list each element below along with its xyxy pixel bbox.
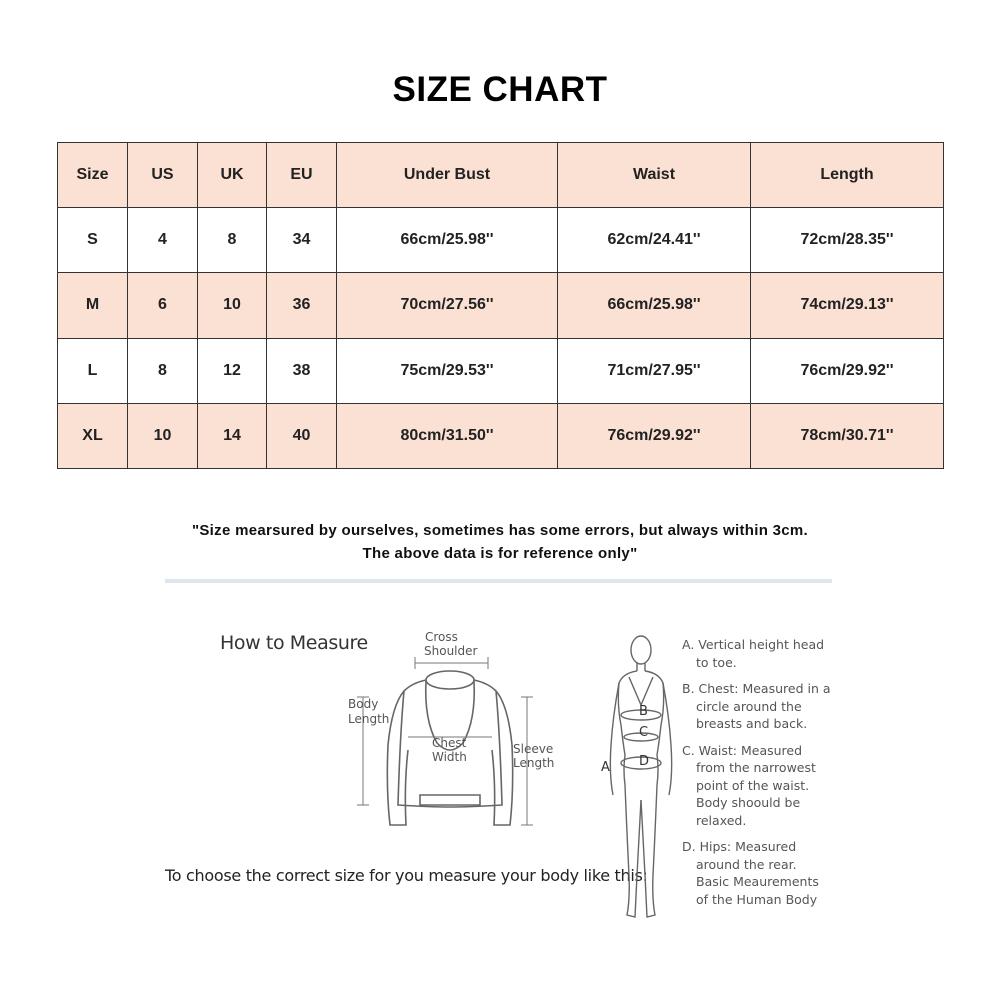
table-cell: 10 bbox=[128, 403, 198, 468]
table-cell: L bbox=[58, 338, 128, 403]
marker-a: A bbox=[601, 760, 610, 775]
legend-line: to toe. bbox=[696, 654, 737, 670]
marker-d: D bbox=[639, 754, 650, 769]
measurement-legend bbox=[682, 636, 842, 917]
marker-b: B bbox=[639, 704, 648, 719]
table-cell: 71cm/27.95'' bbox=[558, 338, 751, 403]
table-cell: 4 bbox=[128, 208, 198, 273]
legend-line: Body shoould be bbox=[696, 795, 801, 810]
size-table bbox=[57, 142, 944, 469]
choose-size-instruction: To choose the correct size for you measure your body like this: bbox=[165, 866, 648, 885]
how-to-measure-title: How to Measure bbox=[220, 632, 368, 654]
table-cell: 12 bbox=[198, 338, 267, 403]
measurement-disclaimer bbox=[0, 519, 1000, 565]
sweater-outline-icon bbox=[340, 625, 560, 835]
table-cell: XL bbox=[58, 403, 128, 468]
table-cell: 8 bbox=[198, 208, 267, 273]
header-cell-us: US bbox=[128, 143, 198, 208]
body-length-label-2: Length bbox=[348, 712, 390, 726]
table-row bbox=[58, 403, 944, 468]
header-cell-eu: EU bbox=[267, 143, 337, 208]
table-cell: 36 bbox=[267, 273, 337, 338]
table-cell: 62cm/24.41'' bbox=[558, 208, 751, 273]
table-cell: M bbox=[58, 273, 128, 338]
header-cell-size: Size bbox=[58, 143, 128, 208]
table-row bbox=[58, 273, 944, 338]
table-cell: 72cm/28.35'' bbox=[751, 208, 944, 273]
legend-line: point of the waist. bbox=[696, 777, 810, 793]
body-length-label-1: Body bbox=[348, 697, 379, 711]
table-cell: 80cm/31.50'' bbox=[337, 403, 558, 468]
header-cell-uk: UK bbox=[198, 143, 267, 208]
disclaimer-line-2: The above data is for reference only" bbox=[362, 545, 638, 562]
legend-item-height bbox=[682, 636, 842, 671]
header-cell-length: Length bbox=[751, 143, 944, 208]
table-cell: 74cm/29.13'' bbox=[751, 273, 944, 338]
table-cell: 66cm/25.98'' bbox=[337, 208, 558, 273]
table-row bbox=[58, 208, 944, 273]
table-cell: 76cm/29.92'' bbox=[751, 338, 944, 403]
table-cell: 8 bbox=[128, 338, 198, 403]
table-row bbox=[58, 338, 944, 403]
table-cell: 6 bbox=[128, 273, 198, 338]
header-cell-waist: Waist bbox=[558, 143, 751, 208]
legend-line: of the Human Body bbox=[696, 891, 818, 907]
header-cell-under-bust: Under Bust bbox=[337, 143, 558, 208]
page-title: SIZE CHART bbox=[392, 70, 608, 109]
legend-item-hips bbox=[682, 838, 842, 908]
legend-line: D. Hips: Measured bbox=[682, 839, 797, 854]
marker-c: C bbox=[639, 725, 649, 740]
table-cell: 78cm/30.71'' bbox=[751, 403, 944, 468]
legend-line: circle around the bbox=[696, 698, 802, 714]
legend-line: B. Chest: Measured in a bbox=[682, 681, 831, 696]
legend-line: relaxed. bbox=[696, 812, 747, 828]
legend-line: around the rear. bbox=[696, 856, 797, 872]
cross-shoulder-label-2: Shoulder bbox=[424, 644, 478, 658]
legend-line: Basic Meaurements bbox=[696, 874, 819, 889]
table-cell: 10 bbox=[198, 273, 267, 338]
human-body-outline-icon bbox=[595, 625, 675, 935]
chest-width-label-2: Width bbox=[432, 750, 467, 764]
legend-line: C. Waist: Measured bbox=[682, 742, 803, 758]
section-divider bbox=[165, 579, 832, 583]
legend-item-waist bbox=[682, 742, 842, 830]
sleeve-length-label-2: Length bbox=[513, 756, 555, 770]
table-cell: 66cm/25.98'' bbox=[558, 273, 751, 338]
table-cell: 70cm/27.56'' bbox=[337, 273, 558, 338]
chest-width-label-1: Chest bbox=[432, 736, 467, 750]
legend-line: from the narrowest bbox=[696, 760, 816, 775]
table-cell: 34 bbox=[267, 208, 337, 273]
table-header-row bbox=[58, 143, 944, 208]
legend-item-chest bbox=[682, 680, 842, 733]
legend-line: A. Vertical height head bbox=[682, 637, 825, 652]
table-cell: 75cm/29.53'' bbox=[337, 338, 558, 403]
table-cell: 38 bbox=[267, 338, 337, 403]
cross-shoulder-label-1: Cross bbox=[425, 630, 458, 644]
sleeve-length-label-1: Sleeve bbox=[513, 742, 554, 756]
disclaimer-line-1: "Size mearsured by ourselves, sometimes has some errors, but always within 3cm. bbox=[191, 522, 809, 539]
legend-line: breasts and back. bbox=[696, 716, 808, 731]
table-cell: 14 bbox=[198, 403, 267, 468]
table-cell: 40 bbox=[267, 403, 337, 468]
table-cell: S bbox=[58, 208, 128, 273]
table-cell: 76cm/29.92'' bbox=[558, 403, 751, 468]
